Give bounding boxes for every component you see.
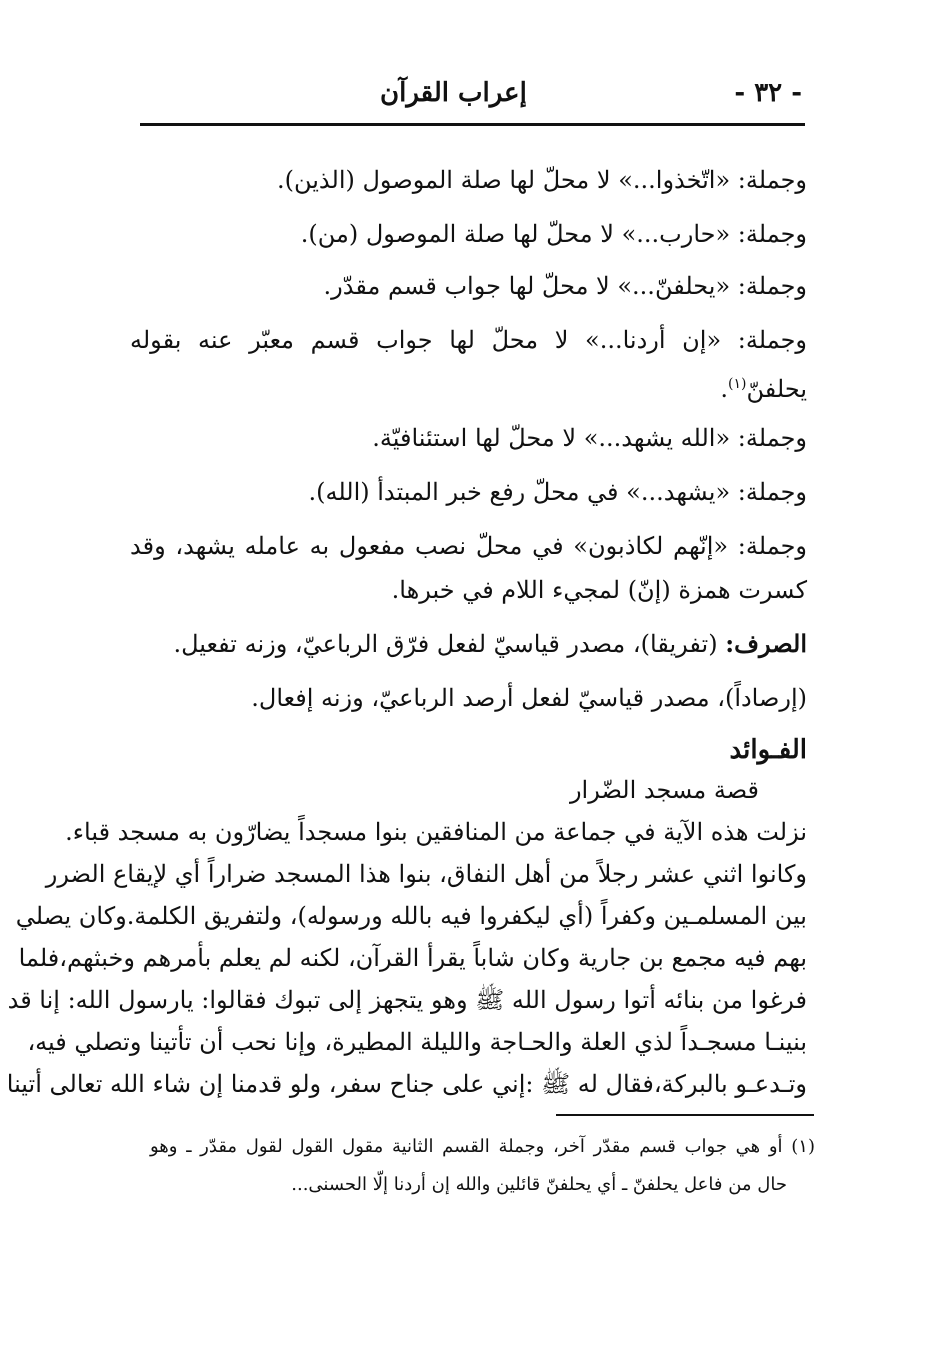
book-title: إعراب القرآن xyxy=(380,78,527,108)
page-header xyxy=(140,78,806,118)
story-line: بين المسلمـين وكفراً (أي ليكفروا فيه بالله ورسوله)، ولتفريق الكلمة.وكان يصلي xyxy=(15,902,807,930)
sentence-label: وجملة: xyxy=(737,272,807,300)
sentence-line xyxy=(324,268,807,304)
header-rule xyxy=(140,123,805,126)
story-line: فرغوا من بنائه أتوا رسول الله ﷺ وهو يتجهز إلى تبوك فقالوا: يارسول الله: إنا قد xyxy=(7,986,807,1014)
sentence-line xyxy=(372,420,807,456)
sentence-label: وجملة: xyxy=(737,532,807,560)
sentence-text: «يحلفنّ...» لا محلّ لها جواب قسم مقدّر. xyxy=(323,272,731,300)
footnote-line: حال من فاعل يحلفنّ ـ أي يحلفنّ قائلين والله إن أردنا إلّا الحسنى... xyxy=(291,1174,787,1195)
sentence-text: «إن أردنا...» لا محلّ لها جواب قسم معبّر عنه بقوله xyxy=(130,326,722,354)
sentence-line xyxy=(301,216,807,252)
story-line: وتـدعـو بالبركة،فقال له ﷺ :إني على جناح سفر، ولو قدمنا إن شاء الله تعالى أتينا xyxy=(6,1070,807,1098)
sentence-label: وجملة: xyxy=(737,326,807,354)
sentence-text: «حارب...» لا محلّ لها صلة الموصول (من). xyxy=(300,220,731,248)
sentence-line xyxy=(130,322,807,358)
sentence-label: وجملة: xyxy=(737,424,807,452)
sarf-line: (إرصاداً)، مصدر قياسيّ لفعل أرصد الرباعيّ، وزنه إفعال. xyxy=(251,684,807,712)
sentence-text: «يشهد...» في محلّ رفع خبر المبتدأ (الله). xyxy=(308,478,731,506)
sentence-continuation: يحلفنّ$^{(١)}$. xyxy=(720,375,807,403)
story-line: بهم فيه مجمع بن جارية وكان شاباً يقرأ القرآن، لكنه لم يعلم بأمرهم وخبثهم،فلما xyxy=(18,944,807,972)
sentence-line xyxy=(308,474,807,510)
footnote-rule xyxy=(556,1114,814,1116)
story-line: بنينـا مسجـداً لذي العلة والحـاجة والليلة المطيرة، وإنا نحب أن تأتينا وتصلي فيه، xyxy=(27,1028,807,1056)
sentence-label: وجملة: xyxy=(737,166,807,194)
sentence-line xyxy=(277,162,807,198)
sentence-label: وجملة: xyxy=(737,478,807,506)
sentence-text: «إنّهم لكاذبون» في محلّ نصب مفعول به عامله يشهد، وقد xyxy=(130,532,729,560)
sentence-continuation: كسرت همزة (إنّ) لمجيء اللام في خبرها. xyxy=(391,576,807,604)
sentence-label: وجملة: xyxy=(737,220,807,248)
footnote-line: (١) أو هي جواب قسم مقدّر آخر، وجملة القسم الثانية مقول القول لقول مقدّر ـ وهو xyxy=(150,1136,815,1157)
sentence-line xyxy=(130,528,807,564)
sentence-text: «اتّخذوا...» لا محلّ لها صلة الموصول (الذين). xyxy=(276,166,731,194)
sarf-line: الصرف: (تفريقا)، مصدر قياسيّ لفعل فرّق الرباعيّ، وزنه تفعيل. xyxy=(173,629,807,658)
page-number: - ٣٢ - xyxy=(734,78,802,108)
fawaid-heading: الفـوائد xyxy=(729,735,807,765)
sentence-text: «الله يشهد...» لا محلّ لها استئنافيّة. xyxy=(372,424,731,452)
sarf-label: الصرف: xyxy=(725,629,807,658)
fawaid-subheading: قصة مسجد الضّرار xyxy=(569,776,759,804)
story-line: وكانوا اثني عشر رجلاً من أهل النفاق، بنوا هذا المسجد ضراراً أي لإيقاع الضرر xyxy=(45,860,807,888)
story-line: نزلت هذه الآية في جماعة من المنافقين بنوا مسجداً يضارّون به مسجد قباء. xyxy=(65,818,807,846)
footnote-ref: (١) xyxy=(728,376,747,392)
